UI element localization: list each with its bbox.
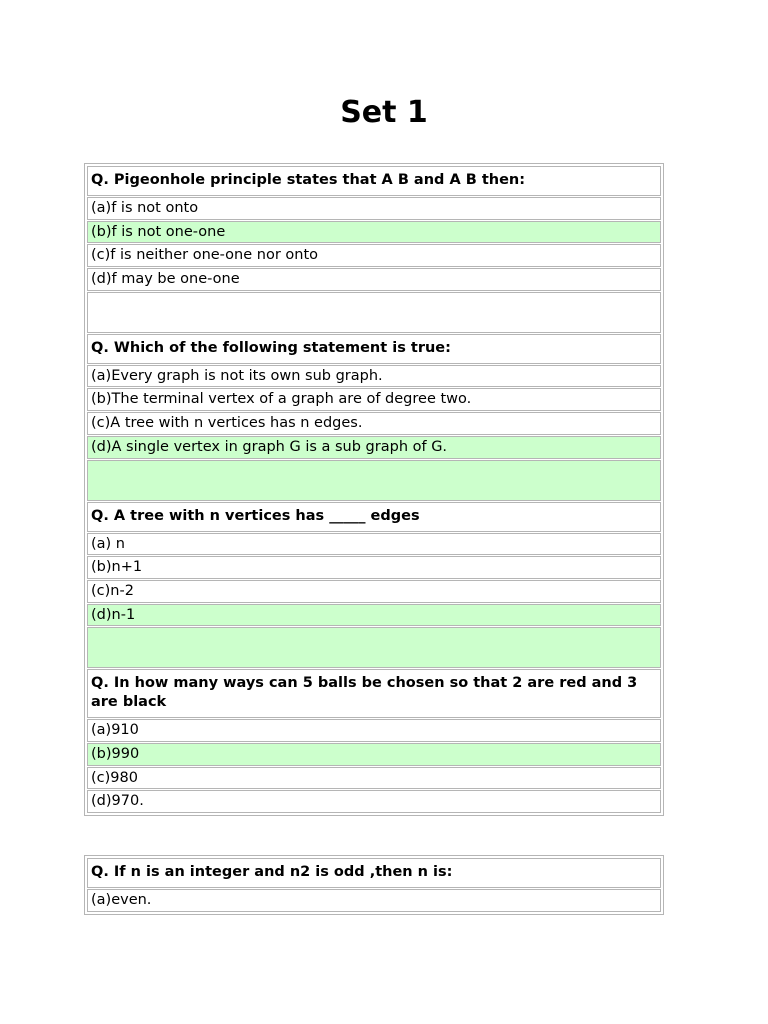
option-row: (a)Every graph is not its own sub graph. — [87, 365, 661, 388]
option-row: (c)A tree with n vertices has n edges. — [87, 412, 661, 435]
option-row: (c)n-2 — [87, 580, 661, 603]
option-row-correct: (d)n-1 — [87, 604, 661, 627]
option-row: (a)even. — [87, 889, 661, 912]
option-row: (c)980 — [87, 767, 661, 790]
answer-spacer-row — [87, 627, 661, 668]
option-row: (a) n — [87, 533, 661, 556]
option-row-correct: (b)f is not one-one — [87, 221, 661, 244]
quiz-table-main — [84, 163, 664, 816]
option-row: (a)910 — [87, 719, 661, 742]
answer-spacer-row — [87, 292, 661, 333]
option-row: (d)f may be one-one — [87, 268, 661, 291]
option-row: (a)f is not onto — [87, 197, 661, 220]
option-row: (d)970. — [87, 790, 661, 813]
option-row: (b)n+1 — [87, 556, 661, 579]
option-row-correct: (b)990 — [87, 743, 661, 766]
option-row: (b)The terminal vertex of a graph are of degree two. — [87, 388, 661, 411]
answer-spacer-row — [87, 460, 661, 501]
question-text: Q. In how many ways can 5 balls be chosen so that 2 are red and 3 are black — [87, 669, 661, 718]
option-row: (c)f is neither one-one nor onto — [87, 244, 661, 267]
question-text: Q. Pigeonhole principle states that A B and A B then: — [87, 166, 661, 196]
question-text: Q. Which of the following statement is true: — [87, 334, 661, 364]
option-row-correct: (d)A single vertex in graph G is a sub graph of G. — [87, 436, 661, 459]
quiz-table-secondary — [84, 855, 664, 915]
question-text: Q. If n is an integer and n2 is odd ,then n is: — [87, 858, 661, 888]
question-text: Q. A tree with n vertices has _____ edges — [87, 502, 661, 532]
page-title: Set 1 — [340, 95, 428, 130]
